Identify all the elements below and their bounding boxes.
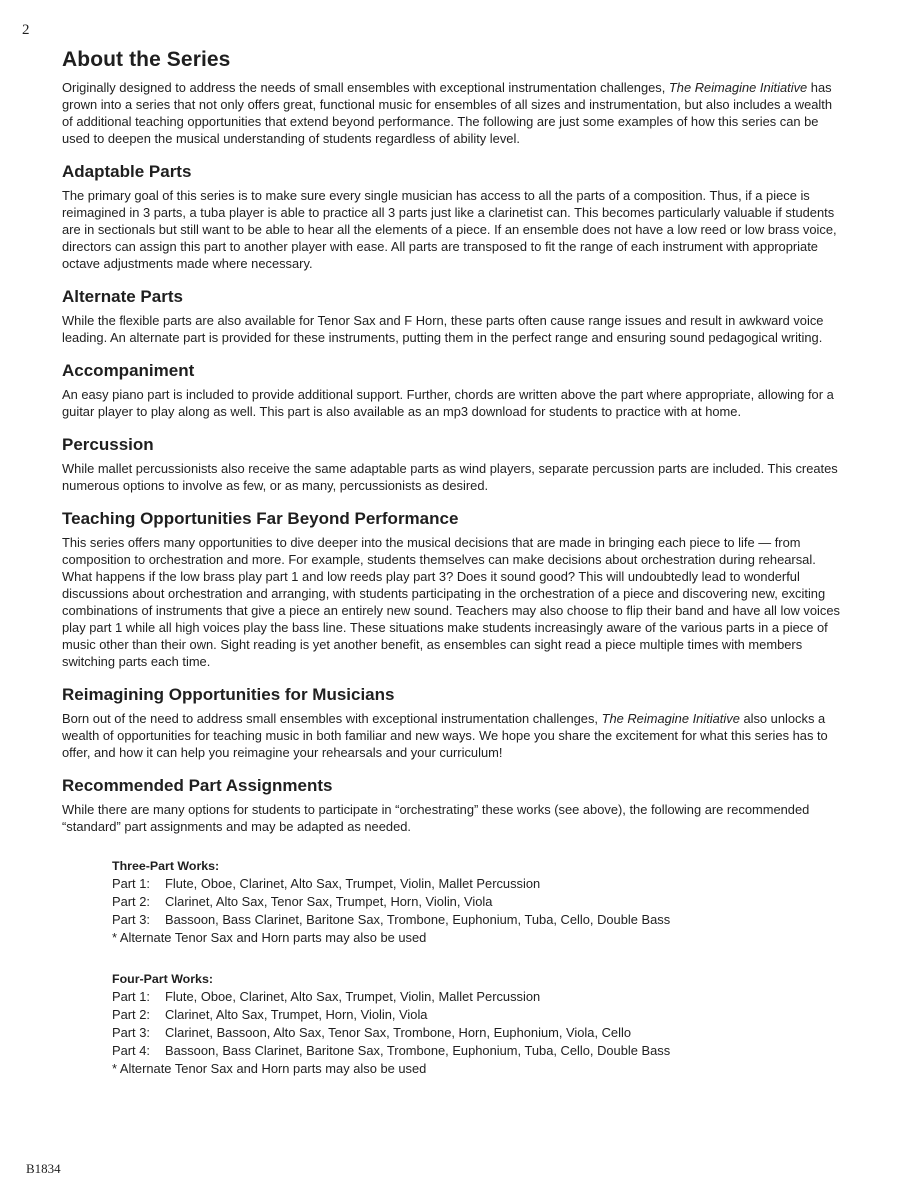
section-heading-reimagining: Reimagining Opportunities for Musicians bbox=[62, 685, 395, 704]
part-instruments: Bassoon, Bass Clarinet, Baritone Sax, Trombone, Euphonium, Tuba, Cello, Double Bass bbox=[165, 1043, 671, 1058]
section-body-accompaniment: An easy piano part is included to provide additional support. Further, chords are written above the part where appropriate, allowing for a guitar player to play along as well. This part is also available as an mp3 download for students to practice with at home. bbox=[62, 387, 834, 419]
list-item bbox=[112, 988, 840, 1006]
intro-text-before: Originally designed to address the needs of small ensembles with exceptional instrumentation challenges, bbox=[62, 80, 669, 95]
three-part-assignments bbox=[112, 857, 840, 1078]
intro-text-after: has grown into a series that not only offers great, functional music for ensembles of all sizes and instrumentation, but also includes a wealth of additional teaching opportunities that extend beyond performance. The following are just some examples of how this series can be used to deepen the musical understanding of students regardless of ability level. bbox=[62, 80, 833, 146]
page-number: 2 bbox=[22, 22, 30, 38]
part-instruments: Clarinet, Alto Sax, Trumpet, Horn, Violin, Viola bbox=[165, 1007, 428, 1022]
section-heading-percussion: Percussion bbox=[62, 435, 154, 454]
section-heading-alternate-parts: Alternate Parts bbox=[62, 287, 183, 306]
part-instruments: Clarinet, Bassoon, Alto Sax, Tenor Sax, Trombone, Horn, Euphonium, Viola, Cello bbox=[165, 1025, 631, 1040]
three-part-note: * Alternate Tenor Sax and Horn parts may also be used bbox=[112, 930, 427, 945]
intro-series-title: The Reimagine Initiative bbox=[668, 80, 808, 95]
section-body-recommended: While there are many options for students to participate in “orchestrating” these works (see above), the following are recommended “standard” part assignments and may be adapted as needed. bbox=[62, 802, 810, 834]
part-label: Part 2: bbox=[112, 894, 150, 909]
section-body-reimagining bbox=[62, 710, 840, 761]
part-label: Part 1: bbox=[112, 989, 150, 1004]
footer-code: B1834 bbox=[26, 1161, 61, 1176]
part-instruments: Flute, Oboe, Clarinet, Alto Sax, Trumpet, Violin, Mallet Percussion bbox=[165, 989, 541, 1004]
part-label: Part 1: bbox=[112, 876, 150, 891]
list-item bbox=[112, 893, 840, 911]
list-item bbox=[112, 1024, 840, 1042]
part-instruments: Bassoon, Bass Clarinet, Baritone Sax, Trombone, Euphonium, Tuba, Cello, Double Bass bbox=[165, 912, 671, 927]
section-body-teaching-opportunities: This series offers many opportunities to dive deeper into the musical decisions that are made in bringing each piece to life — from composition to orchestration and more. For example, students themselves can make decisions about orchestration during rehearsal. What happens if the low brass play part 1 and low reeds play part 3? Does it sound good? This will undoubtedly lead to wonderful discussions about orchestration and arranging, with students participating in the orchestration of a piece and discovering new, exciting combinations of instruments that give a piece an entirely new sound. Teachers may also choose to flip their band and have all low voices play part 1 while all high voices play the bass line. These situations make students increasingly aware of the various parts in a piece of music other than their own. Sight reading is yet another benefit, as ensembles can sight read a piece multiple times with members switching parts each time. bbox=[62, 535, 840, 669]
part-label: Part 4: bbox=[112, 1043, 150, 1058]
part-instruments: Clarinet, Alto Sax, Tenor Sax, Trumpet, Horn, Violin, Viola bbox=[165, 894, 493, 909]
section-heading-teaching-opportunities: Teaching Opportunities Far Beyond Performance bbox=[62, 509, 459, 528]
part-label: Part 3: bbox=[112, 912, 150, 927]
section-body-adaptable-parts: The primary goal of this series is to make sure every single musician has access to all the parts of a composition. Thus, if a piece is reimagined in 3 parts, a tuba player is able to practice all 3 parts just like a clarinetist can. This becomes particularly valuable if students are in sectionals but still want to be able to hear all the elements of a piece. If an ensemble does not have a low reed or low brass voice, directors can assign this part to another player with ease. All parts are transposed to fit the range of each instrument with appropriate octave adjustments made where necessary. bbox=[62, 188, 837, 271]
page-title: About the Series bbox=[62, 48, 231, 71]
section-body-alternate-parts: While the flexible parts are also available for Tenor Sax and F Horn, these parts often cause range issues and result in awkward voice leading. An alternate part is provided for these instruments, putting them in the perfect range and ensuring sound pedagogical writing. bbox=[62, 313, 824, 345]
section-heading-accompaniment: Accompaniment bbox=[62, 361, 195, 380]
reimagining-series-title: The Reimagine Initiative bbox=[601, 711, 740, 726]
intro-paragraph bbox=[62, 79, 840, 147]
part-instruments: Flute, Oboe, Clarinet, Alto Sax, Trumpet, Violin, Mallet Percussion bbox=[165, 876, 541, 891]
section-body-percussion: While mallet percussionists also receive the same adaptable parts as wind players, separate percussion parts are included. This creates numerous options to involve as few, or as many, percussionists as desired. bbox=[62, 461, 838, 493]
list-item bbox=[112, 1006, 840, 1024]
three-part-title: Three-Part Works: bbox=[112, 859, 220, 873]
list-item bbox=[112, 1042, 840, 1060]
list-item bbox=[112, 875, 840, 893]
part-label: Part 2: bbox=[112, 1007, 150, 1022]
section-heading-recommended: Recommended Part Assignments bbox=[62, 776, 333, 795]
section-heading-adaptable-parts: Adaptable Parts bbox=[62, 162, 192, 181]
reimagining-text-before: Born out of the need to address small ensembles with exceptional instrumentation challenges, bbox=[62, 711, 602, 726]
list-item bbox=[112, 911, 840, 929]
part-label: Part 3: bbox=[112, 1025, 150, 1040]
reimagining-text-after: also unlocks a wealth of opportunities for teaching music in both familiar and new ways. We hope you share the excitement for what this series has to offer, and how it can help you reimagine your rehearsals and your curriculum! bbox=[62, 711, 828, 760]
document-body bbox=[62, 48, 840, 1078]
four-part-assignments bbox=[112, 970, 840, 1078]
four-part-title: Four-Part Works: bbox=[112, 972, 213, 986]
four-part-note: * Alternate Tenor Sax and Horn parts may also be used bbox=[112, 1061, 427, 1076]
